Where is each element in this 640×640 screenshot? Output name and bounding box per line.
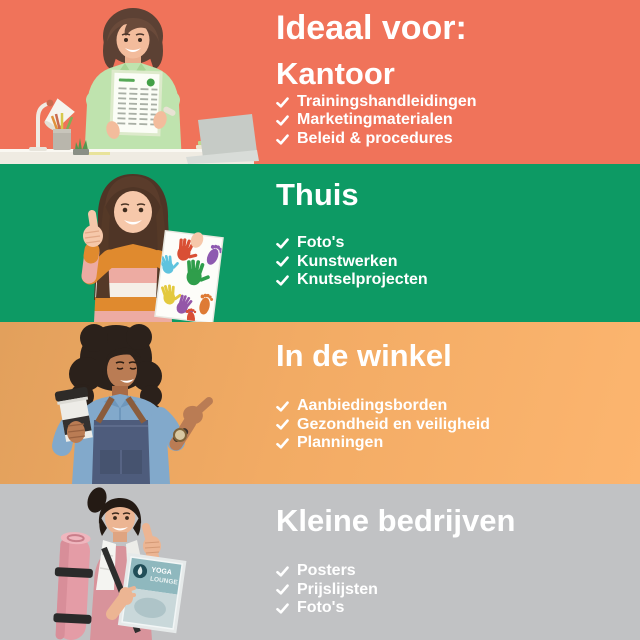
check-icon bbox=[276, 238, 289, 249]
girl-artwork-illustration bbox=[0, 164, 260, 322]
check-icon bbox=[276, 256, 289, 267]
list-item-label: Foto's bbox=[297, 599, 345, 617]
list-item bbox=[276, 111, 477, 130]
list-item bbox=[276, 562, 515, 581]
office-woman-illustration bbox=[0, 0, 260, 164]
check-icon bbox=[276, 97, 289, 108]
section-heading-bedrijven: Kleine bedrijven bbox=[276, 503, 516, 538]
copy-bedrijven bbox=[276, 504, 515, 618]
check-icon bbox=[276, 115, 289, 126]
thumbs-up-hand bbox=[143, 527, 161, 556]
feature-list-thuis bbox=[276, 234, 428, 290]
list-item-label: Gezondheid en veiligheid bbox=[297, 415, 490, 433]
laminated-document bbox=[111, 71, 161, 135]
list-item bbox=[276, 271, 428, 290]
list-item-label: Kunstwerken bbox=[297, 252, 398, 270]
section-heading-thuis: Thuis bbox=[276, 177, 359, 212]
check-icon bbox=[276, 566, 289, 577]
section-kantoor bbox=[0, 0, 640, 164]
list-item-label: Foto's bbox=[297, 234, 345, 252]
section-heading-kantoor: Kantoor bbox=[276, 55, 395, 91]
feature-list-kantoor bbox=[276, 93, 477, 149]
list-item bbox=[276, 416, 490, 435]
feature-list-winkel bbox=[276, 397, 490, 453]
laptop bbox=[186, 114, 259, 164]
list-item-label: Aanbiedingsborden bbox=[297, 397, 448, 415]
page-title: Ideaal voor: bbox=[276, 9, 467, 47]
list-item bbox=[276, 234, 428, 253]
list-item bbox=[276, 434, 490, 453]
photo-small-business bbox=[0, 484, 260, 640]
list-item bbox=[276, 581, 515, 600]
section-thuis bbox=[0, 164, 640, 322]
poster-subtitle: LOUNGE bbox=[149, 575, 179, 587]
list-item-label: Trainingshandleidingen bbox=[297, 92, 477, 110]
list-item bbox=[276, 397, 490, 416]
list-item bbox=[276, 253, 428, 272]
list-item-label: Knutselprojecten bbox=[297, 271, 428, 289]
list-item-label: Posters bbox=[297, 562, 356, 580]
barista-illustration bbox=[0, 322, 260, 484]
photo-home bbox=[0, 164, 260, 322]
list-item bbox=[276, 93, 477, 112]
photo-office bbox=[0, 0, 260, 164]
section-winkel bbox=[0, 322, 640, 484]
check-icon bbox=[276, 438, 289, 449]
poster-title: YOGA bbox=[150, 566, 173, 577]
copy-kantoor bbox=[276, 8, 477, 149]
section-heading-winkel: In de winkel bbox=[276, 338, 452, 373]
list-item-label: Marketingmaterialen bbox=[297, 111, 453, 129]
copy-thuis bbox=[276, 178, 428, 290]
photo-store bbox=[0, 322, 260, 484]
yoga-woman-illustration bbox=[0, 484, 260, 640]
list-item-label: Planningen bbox=[297, 434, 384, 452]
list-item-label: Beleid & procedures bbox=[297, 130, 453, 148]
copy-winkel bbox=[276, 339, 490, 453]
feature-list-bedrijven bbox=[276, 562, 515, 618]
check-icon bbox=[276, 275, 289, 286]
section-bedrijven bbox=[0, 484, 640, 640]
check-icon bbox=[276, 603, 289, 614]
check-icon bbox=[276, 134, 289, 145]
yoga-mat bbox=[51, 531, 96, 640]
list-item bbox=[276, 130, 477, 149]
check-icon bbox=[276, 584, 289, 595]
check-icon bbox=[276, 401, 289, 412]
barista bbox=[54, 324, 209, 484]
list-item bbox=[276, 599, 515, 618]
list-item-label: Prijslijsten bbox=[297, 580, 378, 598]
check-icon bbox=[276, 419, 289, 430]
